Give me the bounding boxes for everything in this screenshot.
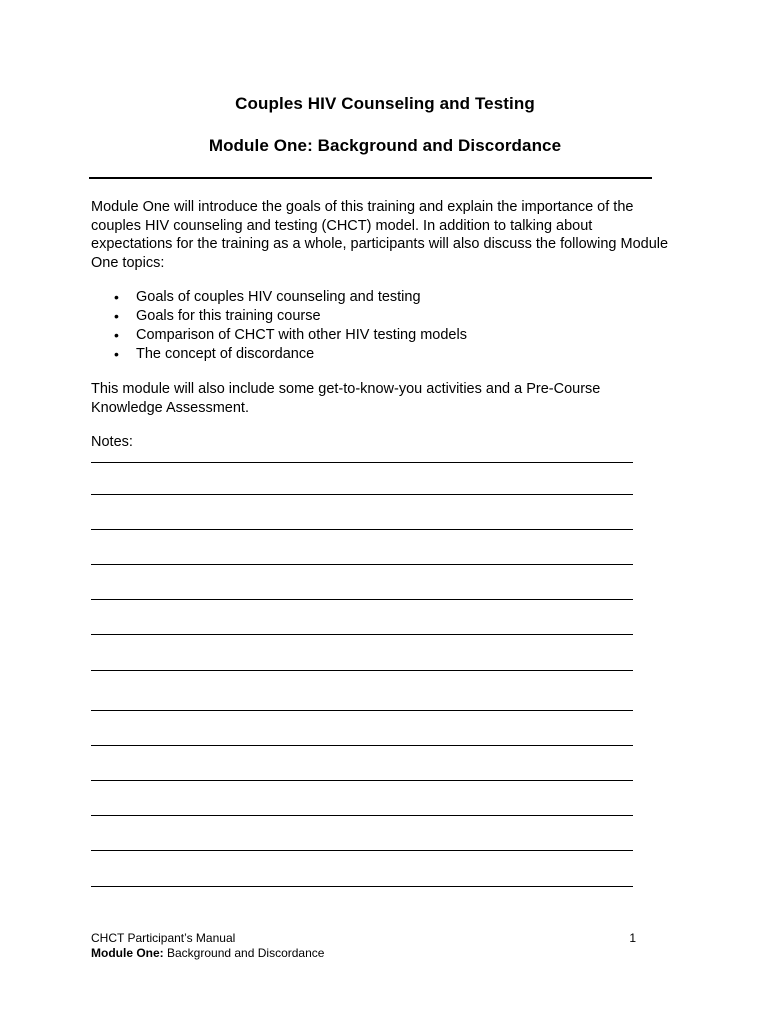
intro-section <box>91 198 671 272</box>
notes-line[interactable] <box>91 710 633 711</box>
topic-text: Comparison of CHCT with other HIV testing models <box>136 327 467 343</box>
page-number: 1 <box>629 931 636 945</box>
notes-line[interactable] <box>91 886 633 887</box>
topics-list <box>91 288 651 364</box>
notes-line[interactable] <box>91 850 633 851</box>
notes-line[interactable] <box>91 462 633 463</box>
list-item <box>91 345 651 364</box>
bullet-icon: • <box>114 346 119 362</box>
manual-name: CHCT Participant’s Manual <box>91 931 236 945</box>
notes-line[interactable] <box>91 815 633 816</box>
notes-line[interactable] <box>91 529 633 530</box>
document-title: Couples HIV Counseling and Testing <box>235 94 535 113</box>
list-item <box>91 307 651 326</box>
list-item <box>91 326 651 345</box>
list-item <box>91 288 651 307</box>
topic-text: Goals for this training course <box>136 308 321 324</box>
module-subtitle: Module One: Background and Discordance <box>208 136 562 155</box>
notes-line[interactable] <box>91 670 633 671</box>
bullet-icon: • <box>114 308 119 324</box>
intro-paragraph: Module One will introduce the goals of this training and explain the importance of the couples HIV counseling and testing (CHCT) model. In addition to talking about expectations for the training as a whole, participants will also discuss the following Module One topics: <box>91 199 669 271</box>
bullet-icon: • <box>114 327 119 343</box>
notes-line[interactable] <box>91 494 633 495</box>
topic-text: Goals of couples HIV counseling and testing <box>136 289 421 305</box>
notes-line[interactable] <box>91 634 633 635</box>
bullet-icon: • <box>114 289 119 305</box>
notes-line[interactable] <box>91 564 633 565</box>
notes-line[interactable] <box>91 780 633 781</box>
notes-line[interactable] <box>91 745 633 746</box>
notes-line[interactable] <box>91 599 633 600</box>
module-label: Module One: <box>91 946 164 960</box>
notes-label: Notes: <box>91 434 133 450</box>
closing-paragraph: This module will also include some get-to-know-you activities and a Pre-Course Knowledge Assessment. <box>91 381 601 416</box>
title-divider <box>89 177 652 179</box>
topic-text: The concept of discordance <box>136 346 315 362</box>
page-footer <box>91 931 636 961</box>
module-name: Background and Discordance <box>163 946 325 960</box>
